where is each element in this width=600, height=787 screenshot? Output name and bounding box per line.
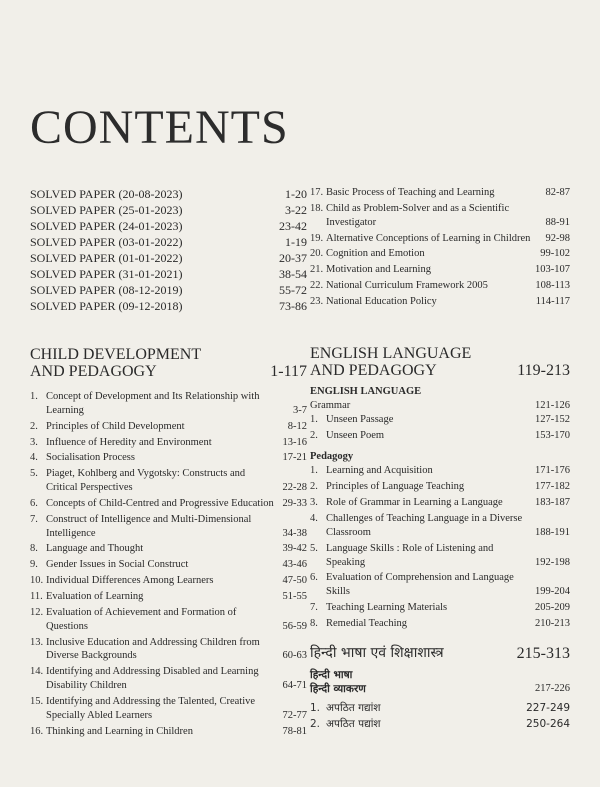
toc-entry xyxy=(310,464,570,478)
english-section xyxy=(310,345,570,631)
toc-entry xyxy=(310,429,570,443)
entry-number: 5. xyxy=(310,542,318,554)
toc-entry xyxy=(310,413,570,427)
hindi-heading xyxy=(310,645,570,662)
entry-title: Concepts of Child-Centred and Progressive Education xyxy=(46,497,274,509)
entry-number: 2. xyxy=(310,717,321,730)
entry-number: 13. xyxy=(30,636,44,648)
entry-title: Socialisation Process xyxy=(46,452,135,464)
entry-number: 7. xyxy=(310,602,318,614)
entry-title: SOLVED PAPER (20-08-2023) xyxy=(30,187,183,201)
entry-title: National Education Policy xyxy=(326,296,437,308)
entry-title: SOLVED PAPER (01-01-2022) xyxy=(30,251,183,265)
toc-entry xyxy=(30,497,307,511)
entry-title: Identifying and Addressing Disabled and Learning Disability Children xyxy=(46,666,259,692)
entry-pages: 38-54 xyxy=(279,267,307,281)
solved-papers-list xyxy=(30,186,307,314)
entry-title: Learning and Acquisition xyxy=(326,465,433,477)
entry-title: अपठित गद्यांश xyxy=(326,701,381,714)
entry-number: 1. xyxy=(30,391,38,402)
entry-pages: 92-98 xyxy=(545,232,570,244)
toc-entry xyxy=(310,247,570,261)
entry-title: Piaget, Kohlberg and Vygotsky: Constructs and Critical Perspectives xyxy=(46,468,246,494)
entry-number: 1. xyxy=(310,701,321,714)
entry-pages: 22-28 xyxy=(282,482,307,494)
entry-title: Gender Issues in Social Construct xyxy=(46,559,189,571)
toc-entry xyxy=(30,202,307,218)
entry-number: 2. xyxy=(310,429,318,441)
entry-pages: 3-7 xyxy=(293,404,307,416)
entry-pages: 205-209 xyxy=(535,602,570,614)
entry-title: Alternative Conceptions of Learning in Children xyxy=(326,232,531,244)
english-language-list xyxy=(310,413,570,443)
entry-title: SOLVED PAPER (31-01-2021) xyxy=(30,267,183,281)
entry-title: Individual Differences Among Learners xyxy=(46,575,214,587)
entry-pages: 39-42 xyxy=(282,543,307,555)
toc-entry xyxy=(310,186,570,200)
entry-number: 6. xyxy=(30,497,38,509)
entry-number: 7. xyxy=(30,513,38,525)
entry-number: 2. xyxy=(310,481,318,493)
entry-number: 12. xyxy=(30,607,44,619)
toc-entry xyxy=(310,480,570,494)
toc-entry xyxy=(30,636,307,663)
entry-title: Cognition and Emotion xyxy=(326,248,425,260)
entry-number: 18. xyxy=(310,202,324,214)
entry-number: 1. xyxy=(310,413,318,425)
left-column xyxy=(30,186,307,740)
entry-pages: 51-55 xyxy=(282,591,307,603)
entry-title: Motivation and Learning xyxy=(326,264,431,276)
entry-number: 4. xyxy=(310,513,318,525)
toc-entry xyxy=(30,725,307,739)
entry-pages: 171-176 xyxy=(535,465,570,477)
entry-title: Role of Grammar in Learning a Language xyxy=(326,497,503,509)
toc-entry xyxy=(310,232,570,246)
toc-entry xyxy=(30,282,307,298)
entry-title: SOLVED PAPER (25-01-2023) xyxy=(30,203,183,217)
toc-entry xyxy=(310,542,570,569)
entry-number: 16. xyxy=(30,725,44,737)
entry-number: 19. xyxy=(310,232,324,244)
entry-pages: 88-91 xyxy=(545,216,570,228)
cdp-section xyxy=(30,346,307,738)
entry-number: 23. xyxy=(310,296,324,308)
entry-number: 9. xyxy=(30,559,38,571)
entry-pages: 13-16 xyxy=(282,436,307,448)
toc-entry xyxy=(30,298,307,314)
cdp-heading-line2: AND PEDAGOGY xyxy=(30,363,157,380)
entry-title: National Curriculum Framework 2005 xyxy=(326,280,488,292)
toc-entry xyxy=(310,571,570,598)
toc-entry xyxy=(30,390,307,417)
english-heading-line1: ENGLISH LANGUAGE xyxy=(310,344,472,362)
english-pages: 119-213 xyxy=(517,361,570,379)
entry-title: Language and Thought xyxy=(46,543,144,555)
toc-entry xyxy=(310,496,570,510)
hindi-list xyxy=(310,702,570,732)
toc-entry xyxy=(30,186,307,202)
toc-entry xyxy=(310,601,570,615)
entry-title: Evaluation of Achievement and Formation of Questions xyxy=(46,607,237,632)
entry-pages: 56-59 xyxy=(282,620,307,632)
entry-pages: 72-77 xyxy=(282,709,307,721)
entry-title: अपठित पद्यांश xyxy=(326,717,381,730)
toc-entry xyxy=(30,250,307,266)
entry-title: Unseen Poem xyxy=(326,429,385,441)
toc-entry xyxy=(30,574,307,588)
entry-title: Inclusive Education and Addressing Children from Diverse Backgrounds xyxy=(46,636,260,662)
entry-pages: 177-182 xyxy=(535,481,570,493)
entry-pages: 34-38 xyxy=(282,527,307,539)
toc-entry xyxy=(310,279,570,293)
toc-entry xyxy=(310,263,570,277)
entry-pages: 17-21 xyxy=(282,452,307,464)
entry-title: Principles of Child Development xyxy=(46,420,185,432)
right-column xyxy=(310,186,570,733)
toc-entry xyxy=(30,542,307,556)
english-pedagogy-list xyxy=(310,464,570,630)
entry-pages: 1-20 xyxy=(285,187,307,201)
entry-title: Evaluation of Comprehension and Language Skills xyxy=(326,572,514,598)
entry-pages: 199-204 xyxy=(535,586,570,598)
toc-entry xyxy=(30,513,307,540)
entry-title: Child as Problem-Solver and as a Scientific Investigator xyxy=(326,202,510,228)
hindi-grammar-row xyxy=(310,682,570,696)
entry-title: Basic Process of Teaching and Learning xyxy=(326,187,495,198)
toc-entry xyxy=(30,266,307,282)
entry-title: Influence of Heredity and Environment xyxy=(46,436,212,448)
entry-pages: 64-71 xyxy=(282,680,307,692)
entry-number: 6. xyxy=(310,572,318,584)
entry-title: Evaluation of Learning xyxy=(46,591,144,603)
hindi-pages: 215-313 xyxy=(516,644,570,662)
entry-number: 4. xyxy=(30,452,38,464)
entry-title: Identifying and Addressing the Talented, Creative Specially Abled Learners xyxy=(46,695,256,721)
toc-entry xyxy=(310,702,570,716)
entry-pages: 3-22 xyxy=(285,203,307,217)
toc-entry xyxy=(310,202,570,229)
entry-number: 8. xyxy=(310,617,318,629)
entry-pages: 183-187 xyxy=(535,497,570,509)
entry-pages: 55-72 xyxy=(279,283,307,297)
entry-pages: 60-63 xyxy=(282,650,307,662)
toc-entry xyxy=(30,558,307,572)
entry-pages: 8-12 xyxy=(287,420,307,432)
entry-title: Principles of Language Teaching xyxy=(326,481,465,493)
pedagogy-subhead: Pedagogy xyxy=(310,451,354,463)
entry-number: 17. xyxy=(310,187,324,198)
toc-entry xyxy=(30,436,307,450)
entry-number: 3. xyxy=(310,497,318,509)
english-language-subhead: ENGLISH LANGUAGE xyxy=(310,385,422,397)
entry-title: Construct of Intelligence and Multi-Dimensional Intelligence xyxy=(46,513,252,539)
entry-pages: 20-37 xyxy=(279,251,307,265)
toc-entry xyxy=(30,451,307,465)
entry-number: 1. xyxy=(310,465,318,477)
entry-pages: 210-213 xyxy=(535,617,570,629)
entry-title: SOLVED PAPER (24-01-2023) xyxy=(30,219,183,233)
toc-entry xyxy=(30,234,307,250)
entry-number: 2. xyxy=(30,420,38,432)
hindi-grammar-pages: 217-226 xyxy=(535,682,570,694)
toc-entry xyxy=(30,606,307,633)
entry-number: 8. xyxy=(30,543,38,555)
entry-title: Unseen Passage xyxy=(326,413,394,425)
entry-number: 3. xyxy=(30,436,38,448)
toc-entry xyxy=(310,295,570,309)
grammar-label: Grammar xyxy=(310,399,351,411)
entry-pages: 23-42 xyxy=(279,219,307,233)
english-heading xyxy=(310,345,570,379)
entry-title: Thinking and Learning in Children xyxy=(46,725,193,737)
entry-title: Concept of Development and Its Relationship with Learning xyxy=(46,391,260,416)
entry-pages: 82-87 xyxy=(545,187,570,198)
entry-number: 10. xyxy=(30,575,44,587)
entry-number: 14. xyxy=(30,666,44,678)
toc-entry xyxy=(30,420,307,434)
hindi-grammar-label: हिन्दी व्याकरण xyxy=(310,682,366,695)
grammar-pages: 121-126 xyxy=(535,399,570,411)
entry-pages: 114-117 xyxy=(535,296,570,308)
entry-number: 5. xyxy=(30,468,38,480)
entry-pages: 99-102 xyxy=(540,248,570,260)
english-heading-line2: AND PEDAGOGY xyxy=(310,361,437,379)
entry-number: 11. xyxy=(30,591,43,603)
entry-pages: 29-33 xyxy=(282,497,307,509)
entry-pages: 192-198 xyxy=(535,556,570,568)
entry-pages: 47-50 xyxy=(282,575,307,587)
entry-title: Remedial Teaching xyxy=(326,617,408,629)
cdp-heading-line1: CHILD DEVELOPMENT xyxy=(30,346,202,363)
toc-entry xyxy=(310,718,570,732)
toc-entry xyxy=(30,665,307,692)
hindi-language-subhead: हिन्दी भाषा xyxy=(310,668,353,681)
entry-pages: 153-170 xyxy=(535,429,570,441)
cdp-continued-list xyxy=(310,186,570,309)
toc-entry xyxy=(310,617,570,631)
entry-pages: 103-107 xyxy=(535,264,570,276)
entry-pages: 1-19 xyxy=(285,235,307,249)
entry-pages: 250-264 xyxy=(526,717,570,730)
hindi-heading-text: हिन्दी भाषा एवं शिक्षाशास्त्र xyxy=(310,644,444,661)
entry-title: SOLVED PAPER (09-12-2018) xyxy=(30,299,183,313)
entry-title: SOLVED PAPER (03-01-2022) xyxy=(30,235,183,249)
entry-number: 22. xyxy=(310,280,324,292)
cdp-list xyxy=(30,390,307,738)
entry-pages: 108-113 xyxy=(535,280,570,292)
entry-pages: 73-86 xyxy=(279,299,307,313)
hindi-section xyxy=(310,645,570,732)
entry-pages: 43-46 xyxy=(282,559,307,571)
entry-pages: 227-249 xyxy=(526,701,570,714)
entry-title: Teaching Learning Materials xyxy=(326,602,448,614)
cdp-heading xyxy=(30,346,307,380)
toc-entry xyxy=(30,218,307,234)
entry-title: SOLVED PAPER (08-12-2019) xyxy=(30,283,183,297)
entry-pages: 78-81 xyxy=(282,725,307,737)
entry-pages: 188-191 xyxy=(535,526,570,538)
toc-entry xyxy=(30,467,307,494)
entry-number: 21. xyxy=(310,264,324,276)
page-title: CONTENTS xyxy=(30,101,289,154)
toc-entry xyxy=(310,512,570,539)
grammar-row xyxy=(310,399,570,413)
cdp-pages: 1-117 xyxy=(270,363,307,380)
entry-title: Challenges of Teaching Language in a Diverse Classroom xyxy=(326,513,523,538)
entry-number: 20. xyxy=(310,248,324,260)
entry-number: 15. xyxy=(30,695,44,707)
toc-entry xyxy=(30,590,307,604)
entry-pages: 127-152 xyxy=(535,413,570,425)
toc-entry xyxy=(30,695,307,722)
entry-title: Language Skills : Role of Listening and Speaking xyxy=(326,542,494,568)
